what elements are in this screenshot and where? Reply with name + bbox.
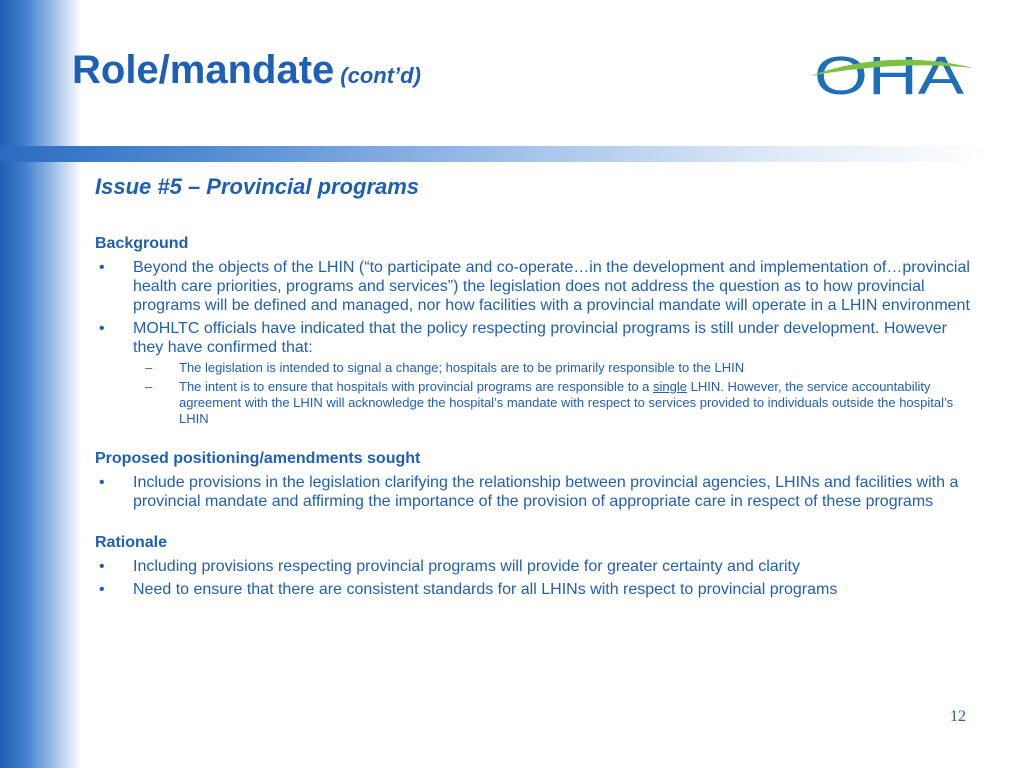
background-bullet-2 — [95, 319, 970, 357]
slide-content — [95, 172, 970, 599]
positioning-heading: Proposed positioning/amendments sought — [95, 450, 421, 467]
oha-logo-text: OHA — [814, 46, 964, 102]
section-gap — [95, 427, 970, 449]
rationale-bullet-2: • Need to ensure that there are consistent standards for all LHINs with respect to provincial programs — [95, 580, 970, 599]
background-subbullet-2 — [95, 379, 970, 427]
background-bullet-1: • Beyond the objects of the LHIN (“to participate and co-operate…in the development and implementation of…provincial health care priorities, programs and services”) the legislation does not address the question as to how provincial programs will be defined and managed, nor how facilities with a provincial mandate will operate in a LHIN environment — [95, 258, 970, 315]
oha-logo — [808, 38, 976, 102]
positioning-bullet-1: • Include provisions in the legislation clarifying the relationship between provincial agencies, LHINs and facilities with a provincial mandate and affirming the importance of the provision of appropriate care in respect of these programs — [95, 473, 970, 511]
left-gradient-bar — [0, 0, 82, 768]
slide-title-suffix: (cont’d) — [340, 63, 421, 88]
rationale-bullet-1: • Including provisions respecting provincial programs will provide for greater certainty and clarity — [95, 557, 970, 576]
subbullet-2-text-b: LHIN. However, the service accountability agreement with the LHIN will acknowledge the hospital’s mandate with respect to services provided to individuals outside the hospital’s LHIN — [179, 379, 954, 426]
section-gap — [95, 511, 970, 533]
title-divider-bar — [0, 146, 990, 162]
background-bullet-2-text: MOHLTC officials have indicated that the policy respecting provincial programs is still under development. However they have confirmed that: — [133, 320, 948, 356]
subbullet-2-text-a: The intent is to ensure that hospitals with provincial programs are responsible to a — [179, 379, 654, 394]
rationale-heading: Rationale — [95, 534, 168, 551]
page-number: 12 — [950, 708, 966, 725]
positioning-list — [95, 473, 970, 511]
subbullet-2-underlined: single — [653, 379, 687, 394]
slide-title — [72, 46, 421, 100]
rationale-list — [95, 557, 970, 599]
background-subbullet-1: – The legislation is intended to signal a change; hospitals are to be primarily responsible to the LHIN — [95, 360, 970, 376]
slide-title-main: Role/mandate — [72, 48, 335, 92]
background-list — [95, 258, 970, 427]
slide-subtitle: Issue #5 – Provincial programs — [95, 174, 420, 199]
background-heading: Background — [95, 235, 189, 252]
